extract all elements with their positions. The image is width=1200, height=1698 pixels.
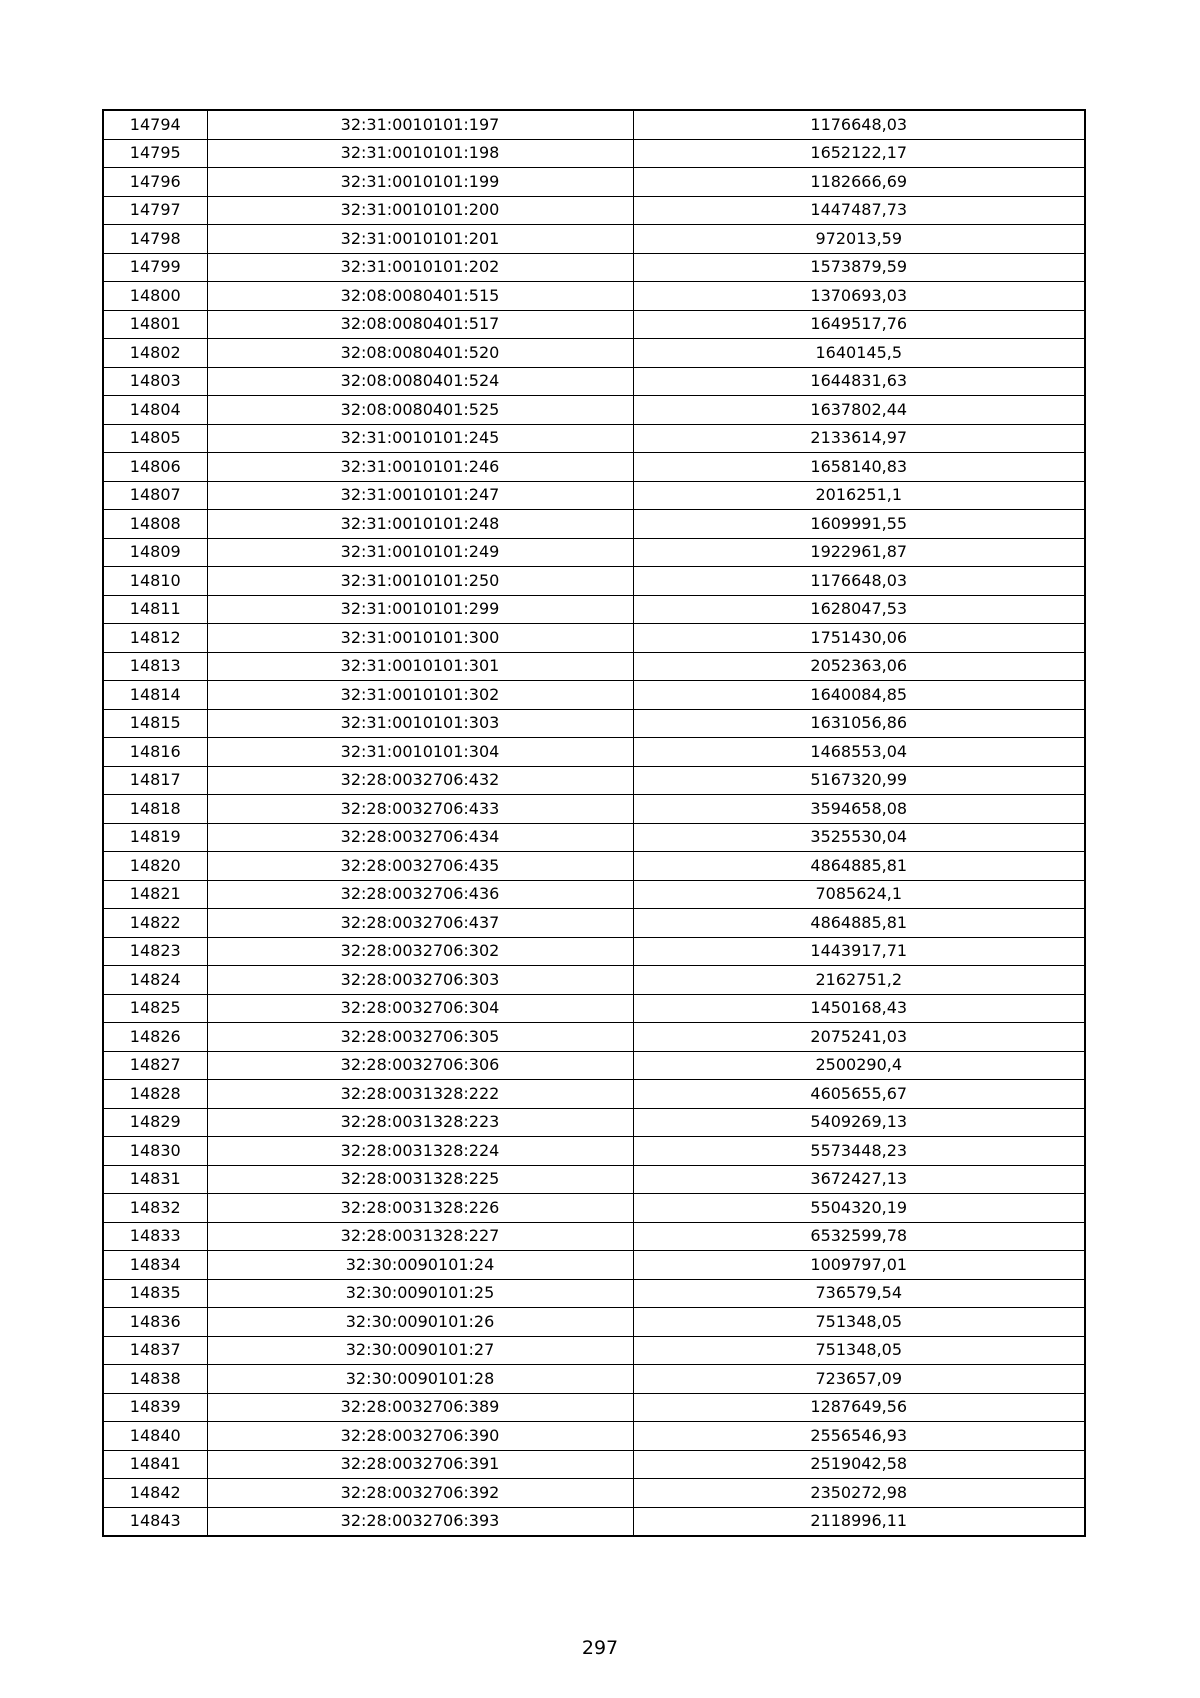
table-row (103, 481, 1085, 510)
cadastral-number-cell: 32:30:0090101:25 (207, 1279, 633, 1308)
value-cell: 1443917,71 (633, 937, 1085, 966)
cadastral-number-cell: 32:31:0010101:246 (207, 453, 633, 482)
cadastral-number-cell: 32:28:0031328:223 (207, 1108, 633, 1137)
value-cell: 2350272,98 (633, 1479, 1085, 1508)
row-number-cell: 14813 (103, 652, 207, 681)
value-cell: 2519042,58 (633, 1450, 1085, 1479)
cadastral-number-cell: 32:31:0010101:245 (207, 424, 633, 453)
value-cell: 1922961,87 (633, 538, 1085, 567)
value-cell: 5167320,99 (633, 766, 1085, 795)
value-cell: 1637802,44 (633, 396, 1085, 425)
value-cell: 1751430,06 (633, 624, 1085, 653)
cadastral-number-cell: 32:31:0010101:201 (207, 225, 633, 254)
table-row (103, 1194, 1085, 1223)
row-number-cell: 14841 (103, 1450, 207, 1479)
table-row (103, 1479, 1085, 1508)
cadastral-number-cell: 32:31:0010101:198 (207, 139, 633, 168)
value-cell: 1370693,03 (633, 282, 1085, 311)
table-row (103, 880, 1085, 909)
cadastral-number-cell: 32:28:0031328:226 (207, 1194, 633, 1223)
cadastral-number-cell: 32:28:0032706:434 (207, 823, 633, 852)
table-row (103, 253, 1085, 282)
row-number-cell: 14839 (103, 1393, 207, 1422)
row-number-cell: 14806 (103, 453, 207, 482)
table-row (103, 1279, 1085, 1308)
cadastral-number-cell: 32:31:0010101:250 (207, 567, 633, 596)
value-cell: 2556546,93 (633, 1422, 1085, 1451)
value-cell: 736579,54 (633, 1279, 1085, 1308)
cadastral-number-cell: 32:08:0080401:524 (207, 367, 633, 396)
row-number-cell: 14802 (103, 339, 207, 368)
row-number-cell: 14823 (103, 937, 207, 966)
cadastral-number-cell: 32:28:0032706:389 (207, 1393, 633, 1422)
cadastral-number-cell: 32:08:0080401:515 (207, 282, 633, 311)
row-number-cell: 14807 (103, 481, 207, 510)
cadastral-number-cell: 32:28:0032706:391 (207, 1450, 633, 1479)
row-number-cell: 14820 (103, 852, 207, 881)
value-cell: 2118996,11 (633, 1507, 1085, 1536)
cadastral-number-cell: 32:30:0090101:28 (207, 1365, 633, 1394)
row-number-cell: 14840 (103, 1422, 207, 1451)
cadastral-number-cell: 32:31:0010101:303 (207, 709, 633, 738)
table-row (103, 1165, 1085, 1194)
row-number-cell: 14803 (103, 367, 207, 396)
table-row (103, 1393, 1085, 1422)
value-cell: 1640084,85 (633, 681, 1085, 710)
row-number-cell: 14828 (103, 1080, 207, 1109)
row-number-cell: 14811 (103, 595, 207, 624)
cadastral-number-cell: 32:28:0032706:432 (207, 766, 633, 795)
row-number-cell: 14836 (103, 1308, 207, 1337)
cadastral-number-cell: 32:28:0031328:227 (207, 1222, 633, 1251)
row-number-cell: 14829 (103, 1108, 207, 1137)
row-number-cell: 14796 (103, 168, 207, 197)
table-row (103, 1422, 1085, 1451)
cadastral-number-cell: 32:30:0090101:26 (207, 1308, 633, 1337)
cadastral-number-cell: 32:08:0080401:525 (207, 396, 633, 425)
cadastral-number-cell: 32:31:0010101:249 (207, 538, 633, 567)
cadastral-number-cell: 32:31:0010101:200 (207, 196, 633, 225)
table-row (103, 1080, 1085, 1109)
table-row (103, 966, 1085, 995)
table-row (103, 1222, 1085, 1251)
table-row (103, 453, 1085, 482)
row-number-cell: 14810 (103, 567, 207, 596)
table-row (103, 168, 1085, 197)
table-row (103, 1051, 1085, 1080)
row-number-cell: 14801 (103, 310, 207, 339)
table-row (103, 1308, 1085, 1337)
table-row (103, 424, 1085, 453)
table-row (103, 1365, 1085, 1394)
value-cell: 3594658,08 (633, 795, 1085, 824)
table-row (103, 652, 1085, 681)
table-row (103, 396, 1085, 425)
table-row (103, 110, 1085, 139)
row-number-cell: 14814 (103, 681, 207, 710)
value-cell: 2162751,2 (633, 966, 1085, 995)
cadastral-number-cell: 32:31:0010101:304 (207, 738, 633, 767)
value-cell: 4605655,67 (633, 1080, 1085, 1109)
row-number-cell: 14805 (103, 424, 207, 453)
value-cell: 4864885,81 (633, 852, 1085, 881)
row-number-cell: 14832 (103, 1194, 207, 1223)
table-row (103, 823, 1085, 852)
table-row (103, 909, 1085, 938)
cadastral-number-cell: 32:28:0032706:433 (207, 795, 633, 824)
cadastral-number-cell: 32:28:0032706:303 (207, 966, 633, 995)
value-cell: 1573879,59 (633, 253, 1085, 282)
table-row (103, 1450, 1085, 1479)
row-number-cell: 14834 (103, 1251, 207, 1280)
table-row (103, 994, 1085, 1023)
value-cell: 1182666,69 (633, 168, 1085, 197)
row-number-cell: 14835 (103, 1279, 207, 1308)
row-number-cell: 14822 (103, 909, 207, 938)
row-number-cell: 14821 (103, 880, 207, 909)
cadastral-number-cell: 32:31:0010101:202 (207, 253, 633, 282)
table-row (103, 1251, 1085, 1280)
cadastral-number-cell: 32:08:0080401:517 (207, 310, 633, 339)
row-number-cell: 14825 (103, 994, 207, 1023)
table-row (103, 339, 1085, 368)
value-cell: 723657,09 (633, 1365, 1085, 1394)
row-number-cell: 14842 (103, 1479, 207, 1508)
table-row (103, 367, 1085, 396)
table-row (103, 852, 1085, 881)
cadastral-number-cell: 32:28:0032706:437 (207, 909, 633, 938)
cadastral-number-cell: 32:28:0032706:306 (207, 1051, 633, 1080)
cadastral-number-cell: 32:31:0010101:247 (207, 481, 633, 510)
table-row (103, 1137, 1085, 1166)
value-cell: 1176648,03 (633, 110, 1085, 139)
value-cell: 1609991,55 (633, 510, 1085, 539)
cadastral-number-cell: 32:28:0032706:390 (207, 1422, 633, 1451)
row-number-cell: 14815 (103, 709, 207, 738)
row-number-cell: 14797 (103, 196, 207, 225)
value-cell: 972013,59 (633, 225, 1085, 254)
table-row (103, 766, 1085, 795)
value-cell: 2133614,97 (633, 424, 1085, 453)
table-row (103, 738, 1085, 767)
table-row (103, 310, 1085, 339)
cadastral-number-cell: 32:31:0010101:248 (207, 510, 633, 539)
table-row (103, 538, 1085, 567)
value-cell: 3672427,13 (633, 1165, 1085, 1194)
value-cell: 1450168,43 (633, 994, 1085, 1023)
value-cell: 1631056,86 (633, 709, 1085, 738)
row-number-cell: 14838 (103, 1365, 207, 1394)
value-cell: 4864885,81 (633, 909, 1085, 938)
value-cell: 5504320,19 (633, 1194, 1085, 1223)
cadastral-number-cell: 32:28:0032706:393 (207, 1507, 633, 1536)
table-row (103, 1336, 1085, 1365)
row-number-cell: 14798 (103, 225, 207, 254)
row-number-cell: 14816 (103, 738, 207, 767)
value-cell: 3525530,04 (633, 823, 1085, 852)
table-row (103, 225, 1085, 254)
value-cell: 1644831,63 (633, 367, 1085, 396)
table-row (103, 1507, 1085, 1536)
row-number-cell: 14818 (103, 795, 207, 824)
table-row (103, 139, 1085, 168)
value-cell: 7085624,1 (633, 880, 1085, 909)
value-cell: 751348,05 (633, 1308, 1085, 1337)
table-row (103, 567, 1085, 596)
value-cell: 2052363,06 (633, 652, 1085, 681)
table-row (103, 510, 1085, 539)
cadastral-number-cell: 32:31:0010101:299 (207, 595, 633, 624)
cadastral-number-cell: 32:31:0010101:199 (207, 168, 633, 197)
table-row (103, 624, 1085, 653)
table-row (103, 196, 1085, 225)
cadastral-number-cell: 32:28:0031328:222 (207, 1080, 633, 1109)
value-cell: 1468553,04 (633, 738, 1085, 767)
cadastral-number-cell: 32:28:0032706:304 (207, 994, 633, 1023)
value-cell: 5409269,13 (633, 1108, 1085, 1137)
row-number-cell: 14833 (103, 1222, 207, 1251)
table-row (103, 709, 1085, 738)
cadastral-number-cell: 32:31:0010101:301 (207, 652, 633, 681)
table-body (103, 110, 1085, 1536)
row-number-cell: 14843 (103, 1507, 207, 1536)
cadastral-number-cell: 32:28:0032706:302 (207, 937, 633, 966)
row-number-cell: 14837 (103, 1336, 207, 1365)
cadastral-number-cell: 32:31:0010101:300 (207, 624, 633, 653)
row-number-cell: 14824 (103, 966, 207, 995)
row-number-cell: 14809 (103, 538, 207, 567)
value-cell: 2016251,1 (633, 481, 1085, 510)
cadastral-number-cell: 32:28:0031328:224 (207, 1137, 633, 1166)
value-cell: 2075241,03 (633, 1023, 1085, 1052)
value-cell: 1447487,73 (633, 196, 1085, 225)
cadastral-number-cell: 32:28:0031328:225 (207, 1165, 633, 1194)
row-number-cell: 14826 (103, 1023, 207, 1052)
table-row (103, 1108, 1085, 1137)
row-number-cell: 14830 (103, 1137, 207, 1166)
row-number-cell: 14800 (103, 282, 207, 311)
cadastral-number-cell: 32:31:0010101:197 (207, 110, 633, 139)
cadastral-number-cell: 32:28:0032706:392 (207, 1479, 633, 1508)
value-cell: 1287649,56 (633, 1393, 1085, 1422)
data-table (102, 109, 1086, 1537)
cadastral-number-cell: 32:28:0032706:435 (207, 852, 633, 881)
row-number-cell: 14795 (103, 139, 207, 168)
value-cell: 6532599,78 (633, 1222, 1085, 1251)
row-number-cell: 14808 (103, 510, 207, 539)
cadastral-number-cell: 32:30:0090101:24 (207, 1251, 633, 1280)
table-row (103, 937, 1085, 966)
value-cell: 5573448,23 (633, 1137, 1085, 1166)
table-row (103, 1023, 1085, 1052)
value-cell: 1009797,01 (633, 1251, 1085, 1280)
value-cell: 1649517,76 (633, 310, 1085, 339)
cadastral-number-cell: 32:31:0010101:302 (207, 681, 633, 710)
value-cell: 1640145,5 (633, 339, 1085, 368)
value-cell: 1176648,03 (633, 567, 1085, 596)
cadastral-number-cell: 32:08:0080401:520 (207, 339, 633, 368)
value-cell: 1652122,17 (633, 139, 1085, 168)
table-row (103, 595, 1085, 624)
value-cell: 1628047,53 (633, 595, 1085, 624)
table-row (103, 795, 1085, 824)
value-cell: 2500290,4 (633, 1051, 1085, 1080)
row-number-cell: 14819 (103, 823, 207, 852)
table-row (103, 681, 1085, 710)
value-cell: 751348,05 (633, 1336, 1085, 1365)
cadastral-number-cell: 32:28:0032706:436 (207, 880, 633, 909)
cadastral-number-cell: 32:28:0032706:305 (207, 1023, 633, 1052)
row-number-cell: 14831 (103, 1165, 207, 1194)
row-number-cell: 14817 (103, 766, 207, 795)
row-number-cell: 14794 (103, 110, 207, 139)
page-number: 297 (581, 1637, 619, 1659)
table-row (103, 282, 1085, 311)
cadastral-number-cell: 32:30:0090101:27 (207, 1336, 633, 1365)
row-number-cell: 14812 (103, 624, 207, 653)
row-number-cell: 14827 (103, 1051, 207, 1080)
row-number-cell: 14799 (103, 253, 207, 282)
row-number-cell: 14804 (103, 396, 207, 425)
value-cell: 1658140,83 (633, 453, 1085, 482)
